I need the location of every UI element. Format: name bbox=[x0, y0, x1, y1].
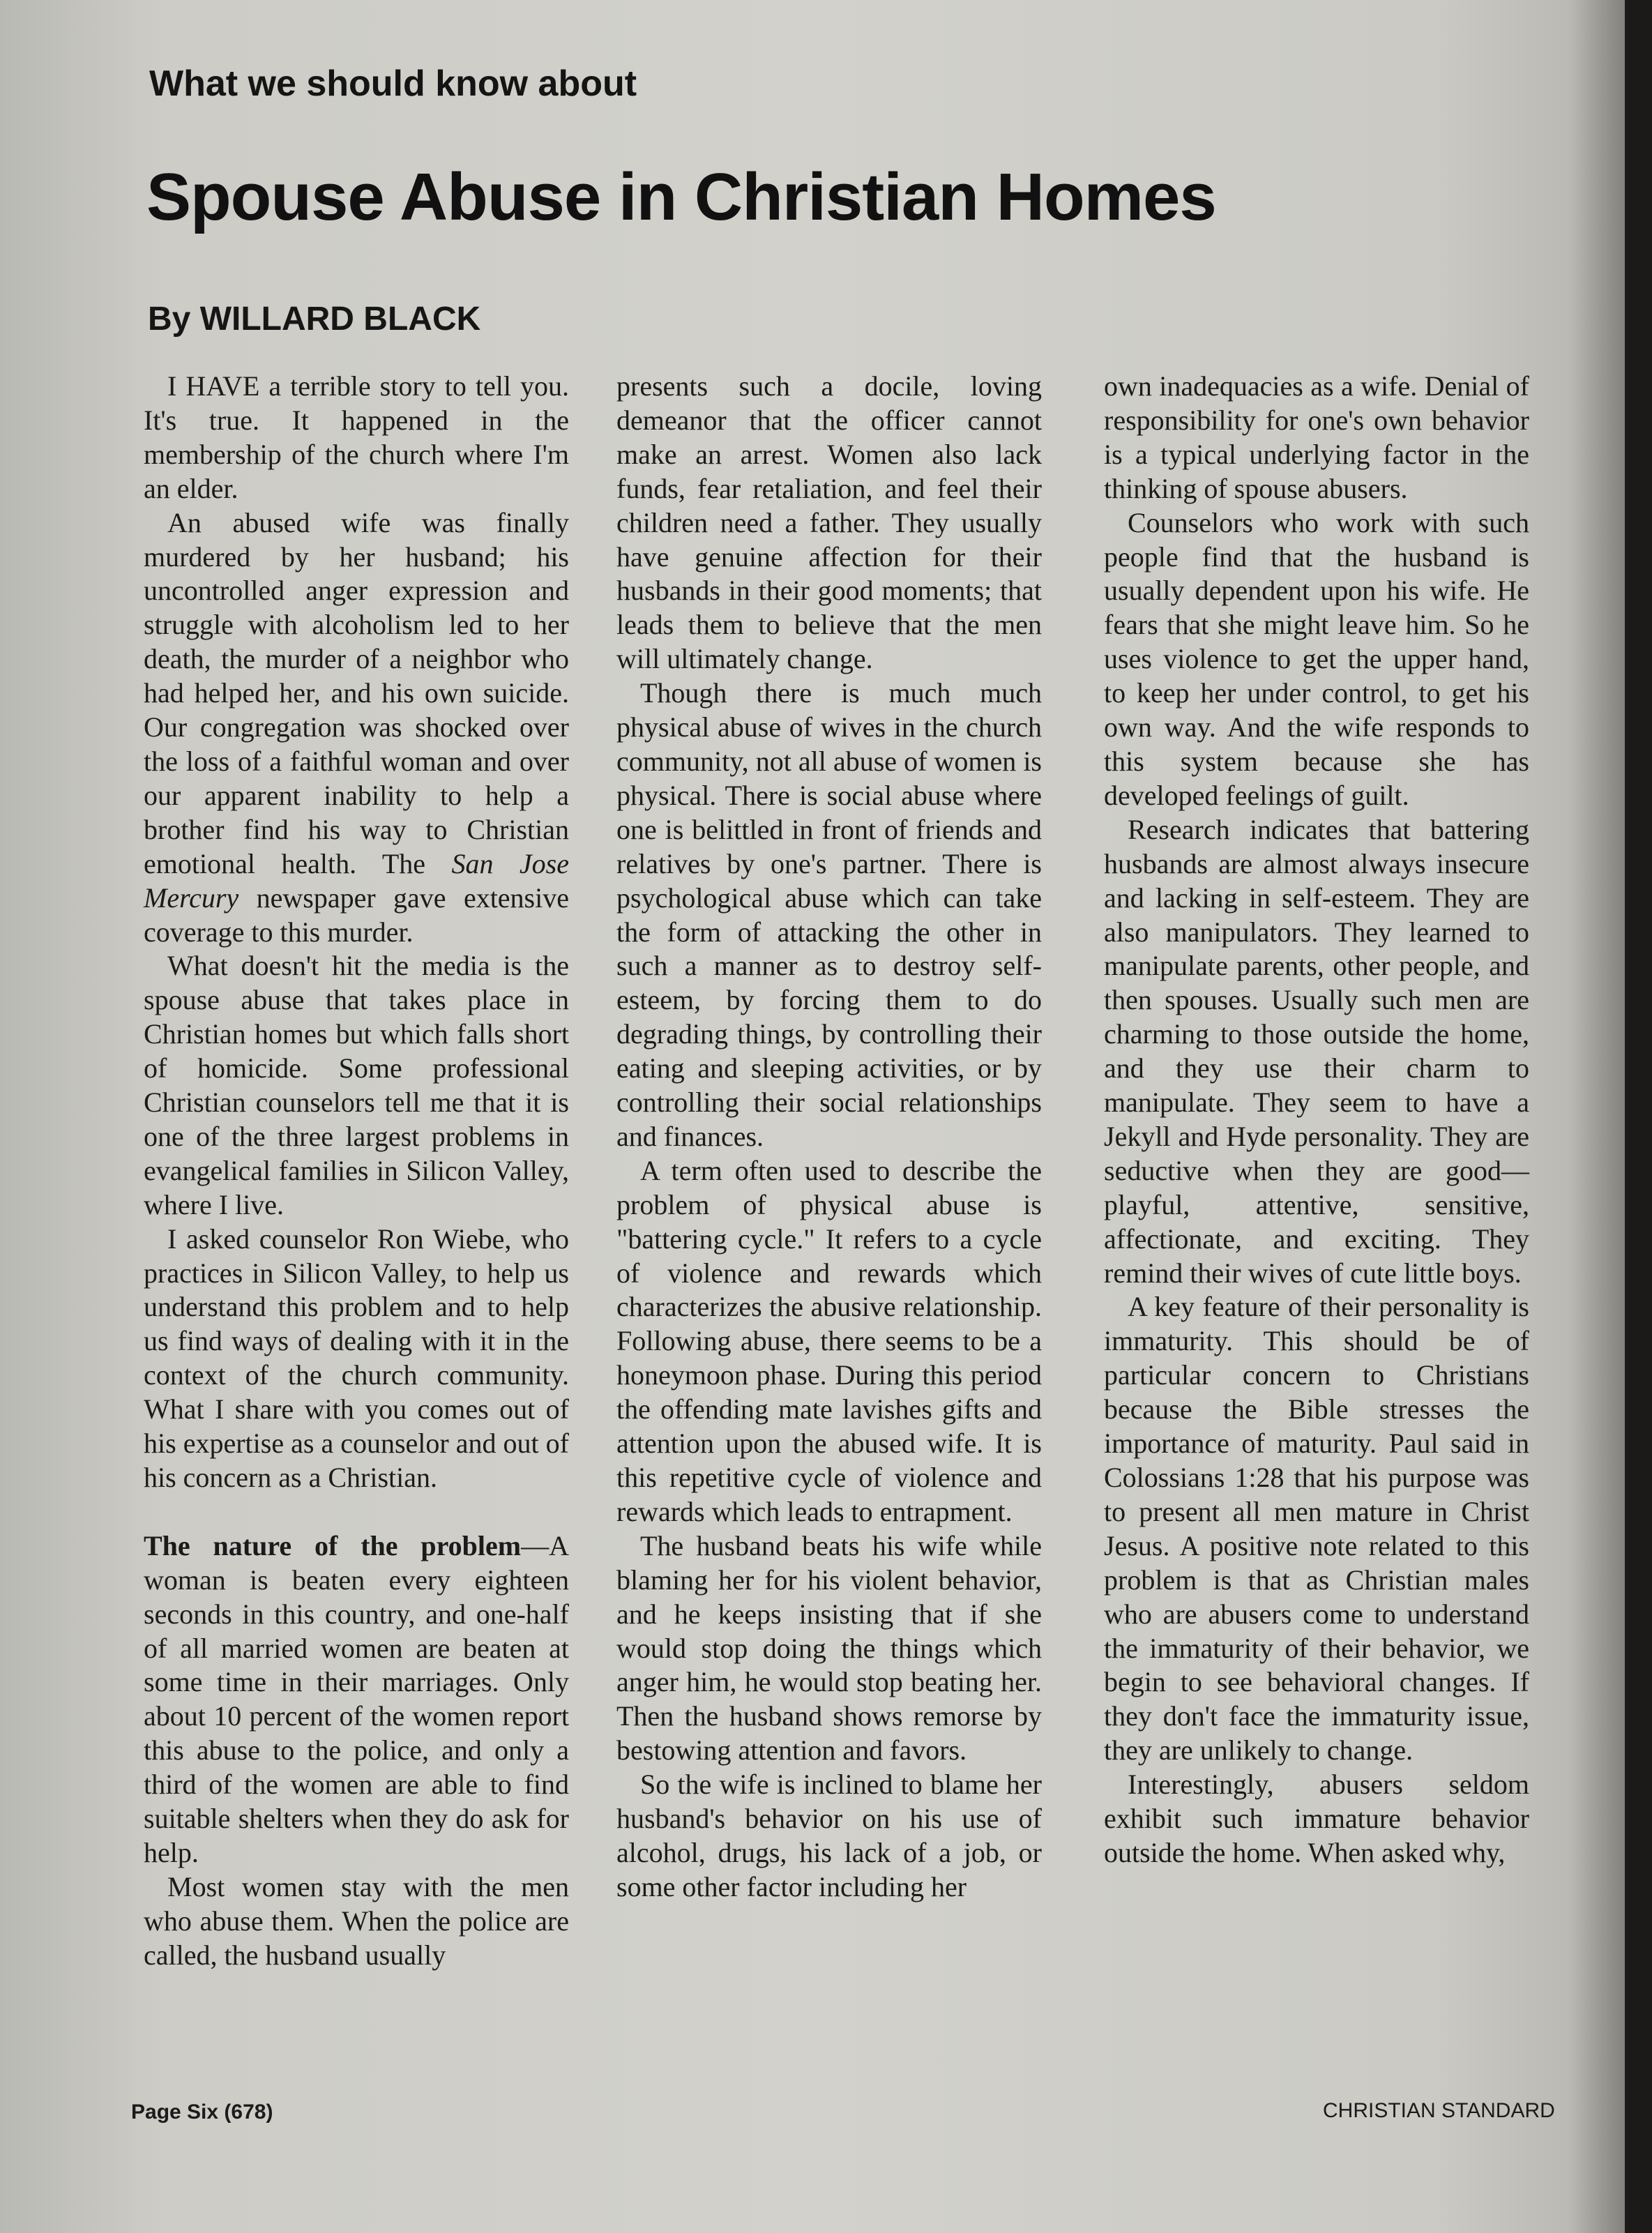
page-number: Page Six (678) bbox=[131, 2100, 273, 2124]
paragraph: Though there is much much physical abuse of wives in the church community, not all abuse of women is physical. There is social abuse where one is belittled in front of friends and relatives by one's partner. There is psychological abuse which can take the form of attacking the other in such a manner as to destroy self-esteem, by forcing them to do degrading things, by controlling their eating and sleeping activities, or by controlling their social relationships and finances. bbox=[616, 677, 1042, 1152]
paragraph: A key feature of their personality is immaturity. This should be of particular concern to Christians because the Bible stresses the importance of maturity. Paul said in Colossians 1:28 that his purpose was to present all men mature in Christ Jesus. A positive note related to this problem is that as Christian males who are abusers come to understand the immaturity of their behavior, we begin to see behavioral changes. If they don't face the immaturity issue, they are unlikely to change. bbox=[1104, 1291, 1529, 1766]
paragraph: Most women stay with the men who abuse them. When the police are called, the husband usually bbox=[144, 1870, 569, 1971]
paragraph: So the wife is inclined to blame her husband's behavior on his use of alcohol, drugs, his lack of a job, or some other factor including her bbox=[616, 1769, 1042, 1902]
paragraph: What doesn't hit the media is the spouse abuse that takes place in Christian homes but which falls short of homicide. Some professional Christian counselors tell me that it is one of the three largest problems in evangelical families in Silicon Valley, where I live. bbox=[144, 950, 569, 1220]
text-column-2 bbox=[616, 370, 1042, 1905]
paragraph bbox=[144, 506, 569, 950]
text-column-3 bbox=[1104, 370, 1529, 1870]
paragraph-text: newspaper gave extensive coverage to this murder. bbox=[144, 881, 569, 948]
paragraph: Interestingly, abusers seldom exhibit such immature behavior outside the home. When asked why, bbox=[1104, 1769, 1529, 1868]
section-subhead: The nature of the problem bbox=[144, 1529, 522, 1561]
section-paragraph bbox=[144, 1529, 569, 1870]
article-byline: By WILLARD BLACK bbox=[148, 301, 481, 338]
paragraph-text: An abused wife was finally murdered by her husband; his uncontrolled anger expression and struggle with alcoholism led to her death, the murder of a neighbor who had helped her, and his own suicide. Our congregation was shocked over the loss of a faithful woman and over our apparent inability to help a brother find his way to Christian emotional health. The bbox=[144, 506, 569, 879]
paragraph: I HAVE a terrible story to tell you. It's true. It happened in the membership of the church where I'm an elder. bbox=[144, 370, 569, 504]
text-column-1 bbox=[144, 370, 569, 1973]
paragraph: I asked counselor Ron Wiebe, who practices in Silicon Valley, to help us understand this problem and to help us find ways of dealing with it in the context of the church community. What I share with you comes out of his expertise as a counselor and out of his concern as a Christian. bbox=[144, 1223, 569, 1493]
paragraph: A term often used to describe the problem of physical abuse is "battering cycle." It refers to a cycle of violence and rewards which characterizes the abusive relationship. Following abuse, there seems to be a honeymoon phase. During this period the offending mate lavishes gifts and attention upon the abused wife. It is this repetitive cycle of violence and rewards which leads to entrapment. bbox=[616, 1154, 1042, 1527]
article-kicker: What we should know about bbox=[149, 63, 637, 104]
paragraph: Counselors who work with such people find that the husband is usually dependent upon his wife. He fears that she might leave him. So he uses violence to get the upper hand, to keep her under control, to get his own way. And the wife responds to this system because she has developed feelings of guilt. bbox=[1104, 506, 1529, 811]
paragraph-text: —A woman is beaten every eighteen seconds in this country, and one-half of all married women are beaten at some time in their marriages. Only about 10 percent of the women report this abuse to the police, and only a third of the women are able to find suitable shelters when they do ask for help. bbox=[144, 1529, 569, 1868]
paragraph: The husband beats his wife while blaming her for his violent behavior, and he keeps insisting that if she would stop doing the things which anger him, he would stop beating her. Then the husband shows remorse by bestowing attention and favors. bbox=[616, 1529, 1042, 1766]
paragraph: own inadequacies as a wife. Denial of responsibility for one's own behavior is a typical underlying factor in the thinking of spouse abusers. bbox=[1104, 370, 1529, 504]
paragraph: Research indicates that battering husbands are almost always insecure and lacking in self-esteem. They are also manipulators. They learned to manipulate parents, other people, and then spouses. Usually such men are charming to those outside the home, and they use their charm to manipulate. They seem to have a Jekyll and Hyde personality. They are seductive when they are good—playful, attentive, sensitive, affectionate, and exciting. They remind their wives of cute little boys. bbox=[1104, 813, 1529, 1289]
article-title: Spouse Abuse in Christian Homes bbox=[146, 160, 1216, 234]
paragraph: presents such a docile, loving demeanor that the officer cannot make an arrest. Women also lack funds, fear retaliation, and feel their children need a father. They usually have genuine affection for their husbands in their good moments; that leads them to believe that the men will ultimately change. bbox=[616, 370, 1042, 675]
newspaper-name: San Jose Mercury bbox=[144, 847, 569, 914]
publication-name: CHRISTIAN STANDARD bbox=[1323, 2099, 1555, 2122]
